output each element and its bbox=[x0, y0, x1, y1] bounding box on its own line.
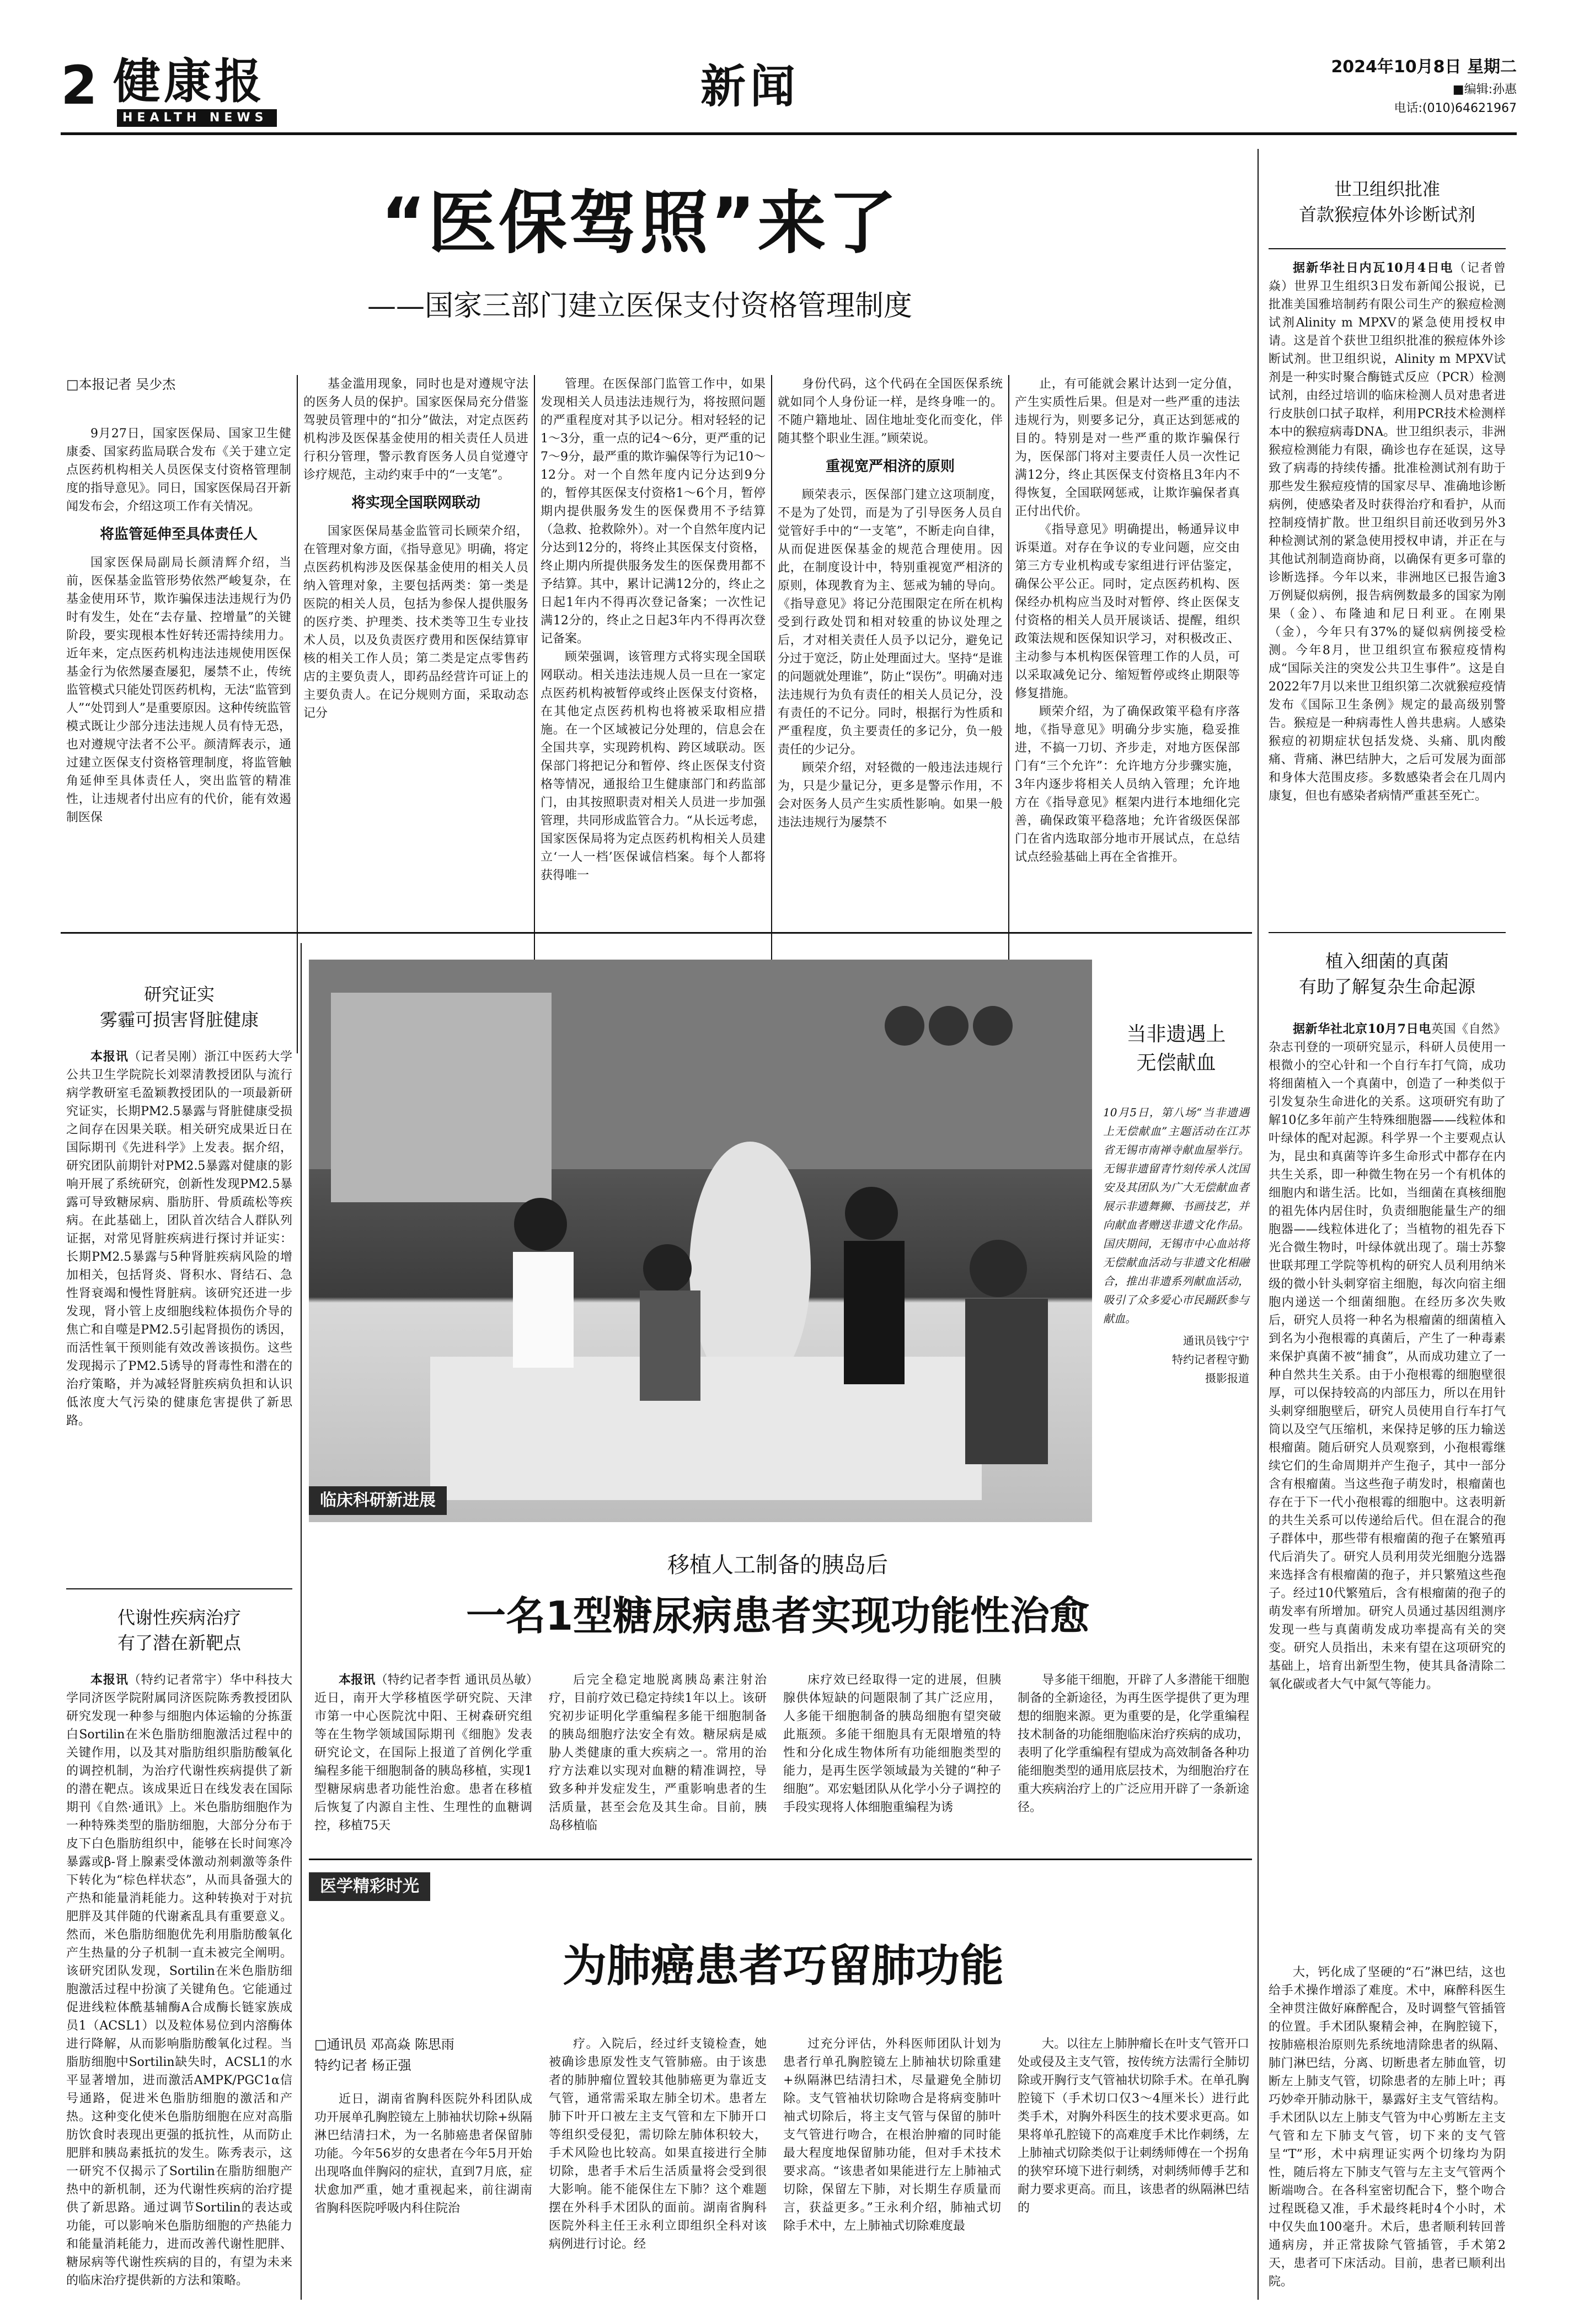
medical-col2-text: 疗。入院后，经过纤支镜检查，她被确诊患原发性支气管肺癌。由于该患者的肺肿瘤位置较其他肺癌更为靠近支气管，通常需采取左肺全切术。患者左肺下叶开口被左主支气管和左下肺开口等组织受侵犯，需切除左肺体积较大，手术风险也比较高。如果直接进行全肺切除，患者手术后生活质量将会受到很大影响。能不能保住左下肺？这个难题摆在外科手术团队的面前。湖南省胸科医院外科主任王永利立即组织全科对该病例进行讨论。经 bbox=[549, 2037, 767, 2251]
paper-name-en: HEALTH NEWS bbox=[117, 109, 277, 127]
side-metabolic-intro: 本报讯 bbox=[90, 1673, 129, 1687]
lead-subhead-2: 将实现全国联网联动 bbox=[351, 495, 480, 511]
side-health-text: （记者吴刚）浙江中医药大学公共卫生学院院长刘翠清教授团队与流行病学教研室毛盈颖教授团队的一项最新研究证实，长期PM2.5暴露与肾脏健康受损之间存在因果关联。相关研究成果近日在国际期刊《先进科学》上发表。据介绍，研究团队前期针对PM2.5暴露对健康的影响开展了系统研究，创新性发现PM2.5暴露可导致糖尿病、脂肪肝、骨质疏松等疾病。在此基础上，团队首次结合人群队列证据，对常见肾脏疾病进行探讨并证实：长期PM2.5暴露与5种肾脏疾病风险的增加相关，包括肾炎、肾积水、肾结石、急性肾衰竭和慢性肾脏病。该研究还进一步发现，肾小管上皮细胞线粒体损伤介导的焦亡和自噬是PM2.5引起肾损伤的诱因，而活性氧干预则能有效改善该损伤。这些发现揭示了PM2.5诱导的肾毒性和潜在的治疗策略，并为减轻肾脏疾病负担和认识低浓度大气污染的健康危害提供了新思路。 bbox=[66, 1050, 292, 1428]
clinical-column-3 bbox=[783, 1671, 1001, 1853]
sidebar1-title: 世卫组织批准 首款猴痘体外诊断试剂 bbox=[1298, 179, 1475, 225]
clinical-col1-text: （特约记者李哲 通讯员丛敏）近日，南开大学移植医学研究院、天津市第一中心医院沈中阳、王树森研究组等在生物学领域国际期刊《细胞》发表研究论文，在国际上报道了首例化学重编程多能干细胞制备的胰岛移植，实现1型糖尿病患者功能性治愈。患者在移植后恢复了内源自主性、生理性的血糖调控，移植75天 bbox=[314, 1673, 532, 1833]
side-health-intro: 本报讯 bbox=[90, 1049, 129, 1064]
lead-col2-para: 基金滥用现象，同时也是对遵规守法的医务人员的保护。国家医保局充分借鉴驾驶员管理中的“扣分”做法，对定点医药机构涉及医保基金使用的相关责任人员进行积分管理，警示教育医务人员自觉遵守诊疗规范，主动约束手中的“一支笔”。 bbox=[303, 377, 528, 482]
lead-column-2 bbox=[303, 375, 528, 1059]
lead-col5b-para: 《指导意见》明确提出，畅通异议申诉渠道。对存在争议的专业问题，应交由第三方专业机构或专家组进行评估鉴定，确保公平公正。同时，定点医药机构、医保经办机构应当及时对暂停、终止医保支付资格的相关人员开展谈话、提醒，组织政策法规和医保知识学习，对积极改正、主动参与本机构医保管理工作的人员，可以采取减免记分、缩短暂停或终止期限等修复措施。 bbox=[1015, 523, 1240, 700]
mid-section-rule bbox=[61, 932, 1252, 934]
side-metabolic-text: （特约记者常宇）华中科技大学同济医学院附属同济医院陈秀教授团队研究发现一种参与细胞内体运输的分拣蛋白Sortilin在米色脂肪细胞激活过程中的关键作用，以及其对脂肪组织脂肪酸氧化的调控机制，为治疗代谢性疾病提供了新的潜在靶点。该成果近日在线发表在国际期刊《自然·通讯》上。米色脂肪细胞作为一种特殊类型的脂肪细胞，大部分分布于皮下白色脂肪组织中，能够在长时间寒冷暴露或β-肾上腺素受体激动剂刺激等条件下转化为“棕色样状态”，从而具备强大的产热和能量消耗能力。这种转换对于对抗肥胖及其伴随的代谢紊乱具有重要意义。然而，米色脂肪细胞优先利用脂肪酸氧化产生热量的分子机制一直未被完全阐明。该研究团队发现，Sortilin在米色脂肪细胞激活过程中扮演了关键角色。它能通过促进线粒体酰基辅酶A合成酶长链家族成员1（ACSL1）以及粒体易位到内溶酶体进行降解，从而影响脂肪酸氧化过程。当脂肪细胞中Sortilin缺失时，ACSL1的水平显著增加，进而激活AMPK/PGC1α信号通路，促进米色脂肪细胞的激活和产热。这种变化使米色脂肪细胞在应对高脂肪饮食时表现出更强的抵抗性，从而防止肥胖和胰岛素抵抗的发生。陈秀表示，这一研究不仅揭示了Sortilin在脂肪细胞产热中的新机制，还为代谢性疾病的治疗提供了新思路。通过调节Sortilin的表达或功能，可以影响米色脂肪细胞的产热能力和能量消耗能力，进而改善代谢性肥胖、糖尿病等代谢性疾病的目的，有望为未来的临床治疗提供新的方法和策略。 bbox=[66, 1673, 292, 2288]
lead-col4-para: 身份代码，这个代码在全国医保系统就如同个人身份证一样，是终身唯一的。不随户籍地址、固住地址变化而变化，伴随其整个职业生涯。”顾荣说。 bbox=[778, 377, 1003, 446]
clinical-column-2 bbox=[549, 1671, 767, 1853]
lead-column-4 bbox=[778, 375, 1003, 1059]
phone-line: 电话:(010)64621967 bbox=[1394, 101, 1517, 115]
date-line: 2024年10月8日 星期二 bbox=[1331, 57, 1517, 77]
lead-col3-para: 管理。在医保部门监管工作中，如果发现相关人员违法违规行为，将按照问题的严重程度对其予以记分。相对轻轻的记1～3分，重一点的记4～6分，更严重的记7～9分，最严重的欺诈骗保等行为记10～12分。对一个自然年度内记分达到9分的，暂停其医保支付资格1～6个月，暂停期内提供服务发生的医保费用不予结算（急救、抢救除外）。对一个自然年度内记分达到12分的，将终止其医保支付资格，终止期内所提供服务发生的医保费用都不予结算。其中，累计记满12分的，终止之日起1年内不得再次登记备案；一次性记满12分的，终止之日起3年内不得再次登记备案。 bbox=[541, 377, 766, 646]
news-photo bbox=[309, 960, 1092, 1522]
sidebar1-text: （记者曾焱）世界卫生组织3日发布新闻公报说，已批准美国雅培制药有限公司生产的猴痘检测试剂Alinity m MPXV的紧急使用授权申请。这是首个获世卫组织批准的猴痘体外诊断试剂。世卫组织说，Alinity m MPXV试剂是一种实时聚合酶链式反应（PCR）检测试剂，由经过培训的临床检测人员对患者进行皮肤创口拭子取样，利用PCR技术检测样本中的猴痘病毒DNA。世卫组织表示，非洲猴痘检测能力有限，确诊也存在延误，这导致了病毒的持续传播。批准检测试剂有助于那些发生猴痘疫情的国家尽早、准确地诊断病例，使感染者及时获得治疗和看护，从而控制疫情扩散。世卫组织目前还收到另外3种检测试剂的紧急使用授权申请，并正在与其他试剂制造商协商，以确保有更多可靠的诊断选择。今年以来，非洲地区已报告逾3万例疑似病例，报告病例数最多的国家为刚果（金）、布隆迪和尼日利亚。在刚果（金），今年只有37%的疑似病例接受检测。今年8月，世卫组织宣布猴痘疫情构成“国际关注的突发公共卫生事件”。这是自2022年7月以来世卫组织第二次就猴痘疫情发布《国际卫生条例》规定的最高级别警告。猴痘是一种病毒性人兽共患病。人感染猴痘的初期症状包括发烧、头痛、肌肉酸痛、背痛、淋巴结肿大，之后可发展为面部和身体大范围皮疹。多数感染者会在几周内康复，但也有感染者病情严重甚至死亡。 bbox=[1269, 261, 1506, 803]
left-column-divider bbox=[301, 943, 302, 2300]
clinical-kicker: 移植人工制备的胰岛后 bbox=[667, 1552, 888, 1578]
lead-divider-3 bbox=[771, 375, 772, 1053]
clinical-section-bar: 临床科研新进展 bbox=[309, 1486, 447, 1515]
medical-column-4 bbox=[1018, 2035, 1249, 2300]
clinical-column-4 bbox=[1018, 1671, 1249, 1853]
sidebar-separator bbox=[1269, 932, 1506, 933]
medical-section-bar: 医学精彩时光 bbox=[309, 1872, 430, 1901]
photo-caption bbox=[1103, 1103, 1249, 1388]
section-title: 新闻 bbox=[700, 61, 800, 113]
photo-credit-3: 摄影报道 bbox=[1205, 1372, 1249, 1385]
medical-col5-text: 大，钙化成了坚硬的“石”淋巴结，这也给手术操作增添了难度。术中，麻醉科医生全神贯注做好麻醉配合，及时调整气管插管的位置。手术团队聚精会神，在胸腔镜下，按肺癌根治原则先系统地清除患者的纵隔、肺门淋巴结，分离、切断患者左肺血管，切断左上肺支气管，切除患者的左肺上叶；再巧妙牵开肺动脉干，暴露好主支气管结构。手术团队以左上肺支气管为中心剪断左主支气管和左下肺支气管，切下来的支气管呈“T”形，术中病理证实两个切缘均为阴性，随后将左下肺支气管与左主支气管两个断端吻合。在各科室密切配合下，整个吻合过程既稳又准，手术最终耗时4个小时，术中仅失血100毫升。术后，患者顺利转回普通病房，并正常拔除气管插管，手术第2天，患者可下床活动。目前，患者已顺利出院。 bbox=[1269, 1966, 1506, 2289]
side-metabolic-title: 代谢性疾病治疗 有了潜在新靶点 bbox=[117, 1607, 241, 1653]
medical-byline-2: 特约记者 杨正强 bbox=[314, 2058, 411, 2073]
side-health-title: 研究证实 雾霾可损害肾脏健康 bbox=[99, 984, 259, 1030]
photo-title: 当非遗遇上 无偿献血 bbox=[1126, 1023, 1226, 1074]
photo-illustration bbox=[309, 960, 1092, 1522]
lead-column-5 bbox=[1015, 375, 1240, 1059]
sidebar2-text: 英国《自然》杂志刊登的一项研究显示，科研人员使用一根微小的空心针和一个自行车打气筒，成功将细菌植入一个真菌中，创造了一种类似于引发复杂生命进化的关系。这项研究有助了解10亿多年前产生特殊细胞器——线粒体和叶绿体的配对起源。科学界一个主要观点认为，昆虫和真菌等许多生命形式中都存在内共生关系，即一种微生物在另一个有机体的细胞内和谐生活。比如，当细菌在真核细胞的祖先体内居住时，负责细胞能量生产的细胞器——线粒体进化了；当植物的祖先吞下光合微生物时，叶绿体就出现了。瑞士苏黎世联邦理工学院等机构的研究人员利用纳米级的微小针头刺穿宿主细胞，每次向宿主细胞内递送一个细菌细胞。在经历多次失败后，研究人员将一种名为根瘤菌的细菌植入到名为小孢根霉的真菌后，产生了一种毒素来保护真菌不被“捕食”，从而成功建立了一种自然共生关系。由于小孢根霉的细胞壁很厚，可以保持较高的内部压力，所以在用针头刺穿细胞壁后，研究人员使用自行车打气筒以及空气压缩机，来保持足够的压力输送根瘤菌。随后研究人员观察到，小孢根霉继续它们的生命周期并产生孢子，其中一部分含有根瘤菌。当这些孢子萌发时，根瘤菌也存在于下一代小孢根霉的细胞中。这表明新的共生关系可以传递给后代。但在混合的孢子群体中，那些带有根瘤菌的孢子在繁殖再代后消失了。研究人员利用荧光细胞分选器来选择含有根瘤菌的孢子，并只繁殖这些孢子。经过10代繁殖后，含有根瘤菌的孢子的萌发率有所增加。研究人员通过基因组测序发现一些与真菌萌发成功率提高有关的突变。研究人员指出，未来有望在这项研究的基础上，培育出新型生物，使其具备清除二氧化碳或者大气中氮气等能力。 bbox=[1269, 1022, 1506, 1691]
clinical-byline: 本报讯 bbox=[339, 1673, 376, 1687]
sidebar2-title: 植入细菌的真菌 有助了解复杂生命起源 bbox=[1298, 951, 1475, 997]
lead-subtitle: ——国家三部门建立医保支付资格管理制度 bbox=[367, 290, 912, 323]
lead-col2b-para: 国家医保局基金监管司长顾荣介绍，在管理对象方面，《指导意见》明确，将定点医药机构涉及医保基金使用的相关人员纳入管理对象，主要包括两类：第一类是医院的相关人员，包括为参保人提供服务的医疗类、护理类、技术类等卫生专业技术人员，以及负责医疗费用和医保结算审核的相关工作人员；第二类是定点零售药店的主要负责人，即药品经营许可证上的主要负责人。在记分规则方面，采取动态记分 bbox=[303, 524, 528, 720]
sidebar2-dateline: 据新华社北京10月7日电 bbox=[1293, 1022, 1431, 1036]
lead-divider-1 bbox=[297, 375, 298, 1053]
clinical-col3-text: 床疗效已经取得一定的进展，但胰腺供体短缺的问题限制了其广泛应用，人多能干细胞制备的胰岛细胞有望突破此瓶颈。多能干细胞具有无限增殖的特性和分化成生物体所有功能细胞类型的能力，是再生医学领域最为关键的“种子细胞”。邓宏魁团队从化学小分子调控的手段实现将人体细胞重编程为诱 bbox=[783, 1673, 1001, 1814]
clinical-title: 一名1型糖尿病患者实现功能性治愈 bbox=[466, 1593, 1090, 1639]
lead-column-3 bbox=[541, 375, 766, 1059]
lead-col1b-para: 国家医保局副局长颜清辉介绍，当前，医保基金监管形势依然严峻复杂，在基金使用环节，欺诈骗保违法违规行为仍时有发生，处在“去存量、控增量”的关键阶段，要实现根本性好转还需持续用力。近年来，定点医药机构违法违规使用医保基金行为依然屡查屡犯，屡禁不止，传统监管模式只能处罚医药机构，无法“监管到人”“处罚到人”是重要原因。这种传统监管模式既让少部分违法违规人员有恃无恐，也对遵规守法者不公平。颜清辉表示，通过建立医保支付资格管理制度，将监管触角延伸至具体责任人，突出监管的精准性，让违规者付出应有的代价，能有效遏制医保 bbox=[66, 556, 291, 824]
side-health-body bbox=[66, 1048, 292, 1555]
lead-subhead-1: 将监管延伸至具体责任人 bbox=[99, 526, 258, 543]
medical-column-3 bbox=[783, 2035, 1001, 2300]
lead-col3b-para: 顾荣强调，该管理方式将实现全国联网联动。相关违法违规人员一旦在一家定点医药机构被暂停或终止医保支付资格，在其他定点医药机构也将被采取相应措施。在一个区域被记分处理的，信息会在全国共享，实现跨机构、跨区域联动。医保部门将把记分和暂停、终止医保支付资格等情况，通报给卫生健康部门和药监部门，由其按照职责对相关人员进一步加强管理，共同形成监管合力。“从长远考虑，国家医保局将为定点医药机构相关人员建立‘一人一档’医保诚信档案。每个人都将获得唯一 bbox=[541, 650, 766, 882]
lead-divider-2 bbox=[534, 375, 535, 1053]
photo-credit-2: 特约记者程守勤 bbox=[1172, 1353, 1249, 1366]
lower-section-rule bbox=[309, 1859, 1252, 1860]
editor-line: ■编辑:孙惠 bbox=[1452, 83, 1517, 97]
side-metabolic-body bbox=[66, 1671, 292, 2300]
photo-caption-text: 10月5日，第八场“当非遗遇上无偿献血”主题活动在江苏省无锡市南禅寺献血屋举行。无锡非遗留青竹刻传承人沈国安及其团队为广大无偿献血者展示非遗舞狮、书画技艺，并向献血者赠送非遗文化作品。国庆期间，无锡市中心血站将无偿献血活动与非遗文化相融合，推出非遗系列献血活动，吸引了众多爱心市民踊跃参与献血。 bbox=[1103, 1106, 1249, 1325]
lead-col4b-para: 顾荣表示，医保部门建立这项制度，不是为了处罚，而是为了引导医务人员自觉管好手中的“一支笔”，不断走向自律，从而促进医保基金的规范合理使用。因此，在制度设计中，特别重视宽严相济的原则，体现教育为主、惩戒为辅的导向。《指导意见》将记分范围限定在所在机构受到行政处罚和相对较重的协议处理之后，才对相关责任人员予以记分，避免记分过于宽泛，防止处理面过大。坚持“是谁的问题就处理谁”，防止“误伤”。明确对违法违规行为负有责任的相关人员记分，没有责任的不记分。同时，根据行为性质和严重程度，负主要责任的多记分，负一般责任的少记分。 bbox=[778, 488, 1003, 757]
lead-divider-4 bbox=[1008, 375, 1009, 1053]
lead-subhead-3: 重视宽严相济的原则 bbox=[825, 458, 955, 475]
sidebar1-dateline: 据新华社日内瓦10月4日电 bbox=[1293, 261, 1454, 275]
sidebar1-body bbox=[1269, 259, 1506, 899]
masthead-rule bbox=[61, 132, 1517, 135]
paper-name: 健康报 bbox=[113, 53, 265, 109]
page-number: 2 bbox=[61, 55, 98, 116]
lead-title: “医保驾照”来了 bbox=[381, 184, 899, 263]
medical-column-2 bbox=[549, 2035, 767, 2300]
lead-col5-para: 止，有可能就会累计达到一定分值，产生实质性后果。但是对一些严重的违法违规行为，则要多记分，真正达到惩戒的目的。特别是对一些严重的欺诈骗保行为，医保部门将对主要责任人员一次性记满12分，终止其医保支付资格且3年内不得恢复，全国联网惩戒，让欺诈骗保者真正付出代价。 bbox=[1015, 377, 1240, 518]
lead-col5c-para: 顾荣介绍，为了确保政策平稳有序落地，《指导意见》明确分步实施，稳妥推进，不搞一刀切、齐步走，对地方医保部门有“三个允许”：允许地方分步骤实施，3年内逐步将相关人员纳入管理；允许地方在《指导意见》框架内进行本地细化完善，确保政策平稳落地；允许省级医保部门在省内选取部分地市开展试点，在总结试点经验基础上再在全省推开。 bbox=[1015, 705, 1240, 864]
right-column-divider bbox=[1258, 149, 1259, 2300]
lead-col1-para: 9月27日，国家医保局、国家卫生健康委、国家药监局联合发布《关于建立定点医药机构相关人员医保支付资格管理制度的指导意见》。同日，国家医保局召开新闻发布会，介绍这项工作有关情况。 bbox=[66, 427, 291, 513]
photo-credit-1: 通讯员钱宁宁 bbox=[1183, 1334, 1249, 1347]
clinical-col2-text: 后完全稳定地脱离胰岛素注射治疗，目前疗效已稳定持续1年以上。该研究初步证明化学重编程多能干细胞制备的胰岛细胞疗法安全有效。糖尿病是威胁人类健康的重大疾病之一。常用的治疗方法难以实现对血糖的精准调控，导致多种并发症发生，严重影响患者的生活质量，甚至会危及其生命。目前，胰岛移植临 bbox=[549, 1673, 767, 1833]
lead-column-1 bbox=[66, 425, 291, 1059]
medical-col3-text: 过充分评估，外科医师团队计划为患者行单孔胸腔镜左上肺袖状切除重建+纵隔淋巴结清扫术，尽量避免全肺切除。支气管袖状切除吻合是将病变肺叶袖式切除后，将主支气管与保留的肺叶支气管进行吻合，在根治肿瘤的同时能最大程度地保留肺功能，但对手术技术要求高。“该患者如果能进行左上肺袖式切除，保留左下肺，对长期生存质量而言，获益更多。”王永利介绍，肺袖式切除手术中，左上肺袖式切除难度最 bbox=[783, 2037, 1001, 2233]
medical-byline-1: □通讯员 邓高焱 陈思雨 bbox=[314, 2037, 454, 2052]
lead-col4c-para: 顾荣介绍，对轻微的一般违法违规行为，只是少量记分，更多是警示作用，不会对医务人员产生实质性影响。如果一般违法违规行为屡禁不 bbox=[778, 761, 1003, 829]
sidebar2-body bbox=[1269, 1020, 1506, 1958]
clinical-column-1 bbox=[314, 1671, 532, 1853]
medical-col4-text: 大。以往左上肺肿瘤长在叶支气管开口处或侵及主支气管，按传统方法需行全肺切除或开胸行支气管袖状切除手术。在单孔胸腔镜下（手术切口仅3～4厘米长）进行此类手术，对胸外科医生的技术要求更高。如果将单孔腔镜下的高难度手术比作刺绣，左上肺袖式切除类似于让刺绣师傅在一个拐角的狭窄环境下进行刺绣，对刺绣师傅手艺和耐力要求更高。而且，该患者的纵隔淋巴结的 bbox=[1018, 2037, 1249, 2215]
clinical-col4-text: 导多能干细胞，开辟了人多潜能干细胞制备的全新途径，为再生医学提供了更为理想的细胞来源。更为重要的是，化学重编程技术制备的功能细胞临床治疗疾病的成功，表明了化学重编程有望成为高效制备各种功能细胞类型的通用底层技术，为细胞治疗在重大疾病治疗上的广泛应用开辟了一条新途径。 bbox=[1018, 1673, 1249, 1814]
medical-column-5 bbox=[1269, 1963, 1506, 2300]
medical-title: 为肺癌患者巧留肺功能 bbox=[563, 1940, 1004, 1991]
medical-col1-text: 近日，湖南省胸科医院外科团队成功开展单孔胸腔镜左上肺袖状切除+纵隔淋巴结清扫术，为一名肺癌患者保留肺功能。今年56岁的女患者在今年5月开始出现咯血伴胸闷的症状，直到7月底，症状愈加严重，她才重视起来，前往湖南省胸科医院呼吸内科住院治 bbox=[314, 2092, 532, 2215]
medical-column-1 bbox=[314, 2090, 532, 2300]
lead-byline: □本报记者 吴少杰 bbox=[66, 377, 176, 392]
sidebar1-title-rule bbox=[1269, 248, 1506, 249]
side-brief-rule bbox=[66, 1588, 292, 1589]
